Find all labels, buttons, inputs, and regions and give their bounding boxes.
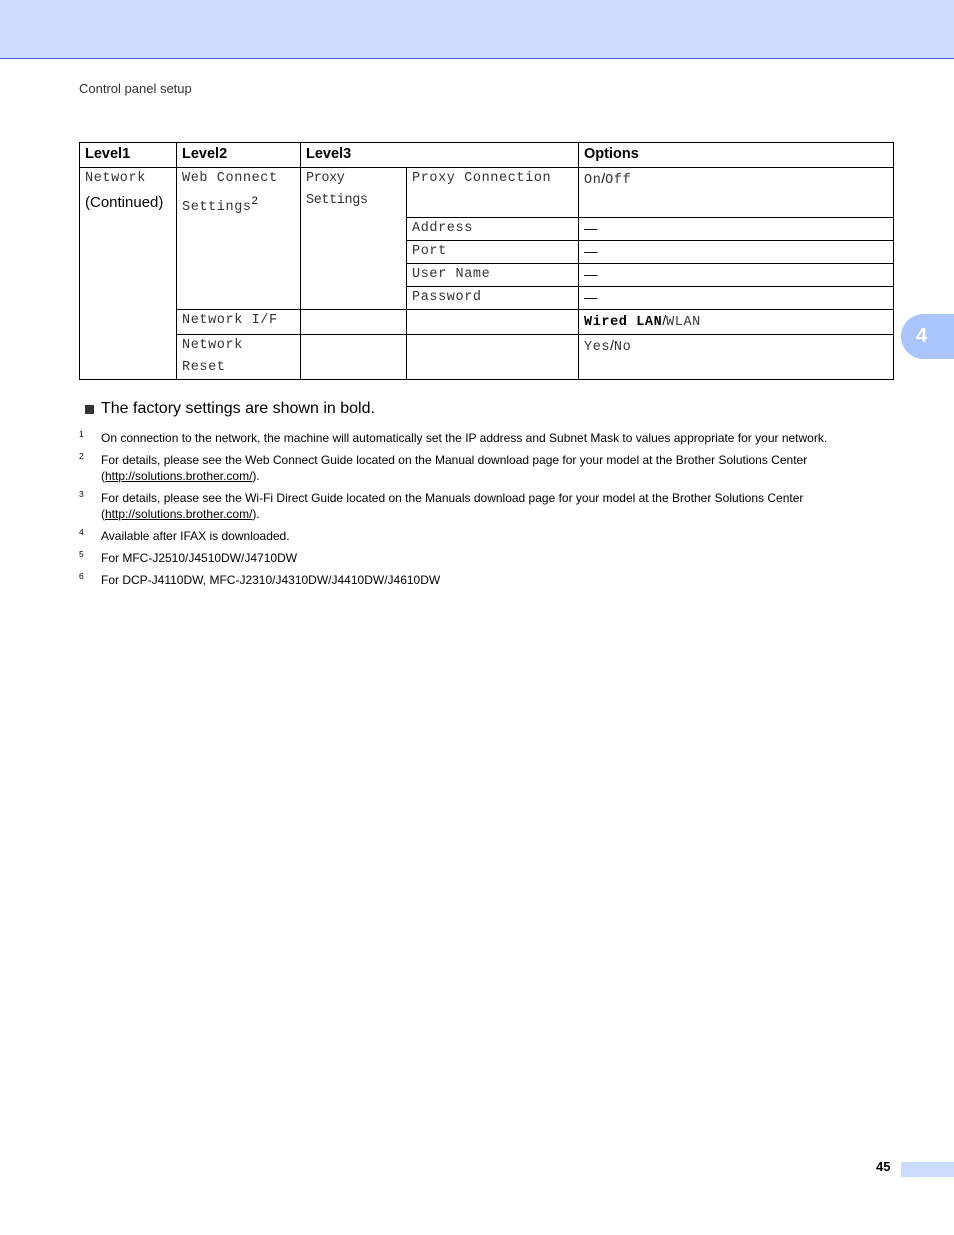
proxy-connection-options [579, 168, 894, 218]
network-if-options [579, 310, 894, 335]
network-if-level3-empty [301, 310, 407, 335]
footnote-3 [79, 490, 869, 522]
option-off: Off [605, 173, 632, 188]
network-if-empty [407, 310, 579, 335]
footnote-text: For details, please see the Wi-Fi Direct Guide located on the Manuals download page for your model at the Brother Solutions Center [101, 491, 804, 505]
network-reset-options [579, 335, 894, 380]
table-row [80, 335, 894, 380]
page-bar [901, 1162, 954, 1177]
network-if-label: Network I/F [177, 310, 301, 335]
web-connect-line1: Web Connect [182, 171, 278, 186]
footnote-5 [79, 550, 869, 566]
running-head: Control panel setup [79, 81, 192, 96]
password-option: — [579, 287, 894, 310]
header-level1: Level1 [80, 143, 177, 168]
level1-cell [80, 168, 177, 380]
footnote-text: On connection to the network, the machine will automatically set the IP address and Subnet Mask to values appropriate for your network. [101, 431, 828, 445]
footnote-1 [79, 430, 869, 446]
footnote-number: 4 [79, 527, 84, 537]
footnote-number: 3 [79, 489, 84, 499]
level1-continued: (Continued) [85, 194, 164, 211]
proxy-settings-cell: Proxy Settings [301, 168, 407, 310]
port-option: — [579, 241, 894, 264]
option-separator: / [662, 313, 667, 328]
footnote-text: For DCP-J4110DW, MFC-J2310/J4310DW/J4410DW/J4610DW [101, 573, 441, 587]
footnote-number: 6 [79, 571, 84, 581]
brother-solutions-link[interactable]: http://solutions.brother.com/ [105, 469, 253, 483]
paren-open: ( [101, 469, 105, 483]
web-connect-cell [177, 168, 301, 310]
footnote-6 [79, 572, 869, 588]
settings-table [79, 142, 894, 380]
footnote-number: 1 [79, 429, 84, 439]
level1-network: Network [85, 171, 146, 186]
option-yes: Yes [584, 340, 611, 355]
footnote-4 [79, 528, 869, 544]
factory-settings-note [85, 400, 375, 418]
header-level2: Level2 [177, 143, 301, 168]
user-name-label: User Name [407, 264, 579, 287]
bullet-square-icon [85, 405, 94, 414]
network-reset-level3-empty [301, 335, 407, 380]
footnote-text: Available after IFAX is downloaded. [101, 529, 290, 543]
paren-close: ). [252, 507, 260, 521]
option-separator: / [601, 171, 606, 186]
option-wlan: WLAN [666, 315, 701, 330]
network-reset-empty [407, 335, 579, 380]
note-text: The factory settings are shown in bold. [101, 400, 375, 417]
option-wired-lan: Wired LAN [584, 315, 663, 330]
option-on: On [584, 173, 602, 188]
footnote-text: For details, please see the Web Connect Guide located on the Manual download page for your model at the Brother Solutions Center [101, 453, 808, 467]
table-row [80, 168, 894, 218]
header-band [0, 0, 954, 59]
web-connect-line2: Settings [182, 200, 252, 215]
footnote-ref: 2 [251, 195, 258, 207]
paren-close: ). [252, 469, 260, 483]
footnote-number: 2 [79, 451, 84, 461]
network-reset-label: Network Reset [177, 335, 301, 380]
table-row [80, 310, 894, 335]
address-option: — [579, 218, 894, 241]
footnote-number: 5 [79, 549, 84, 559]
footnote-text: For MFC-J2510/J4510DW/J4710DW [101, 551, 298, 565]
user-name-option: — [579, 264, 894, 287]
option-no: No [613, 340, 632, 355]
footnotes [79, 430, 869, 594]
header-level3: Level3 [301, 143, 579, 168]
proxy-connection-label: Proxy Connection [407, 168, 579, 218]
page-number: 45 [876, 1159, 891, 1174]
address-label: Address [407, 218, 579, 241]
footnote-2 [79, 452, 869, 484]
password-label: Password [407, 287, 579, 310]
option-separator: / [610, 338, 614, 353]
header-options: Options [579, 143, 894, 168]
port-label: Port [407, 241, 579, 264]
brother-solutions-link[interactable]: http://solutions.brother.com/ [105, 507, 253, 521]
chapter-tab[interactable]: 4 [901, 314, 954, 359]
paren-open: ( [101, 507, 105, 521]
table-header-row [80, 143, 894, 168]
